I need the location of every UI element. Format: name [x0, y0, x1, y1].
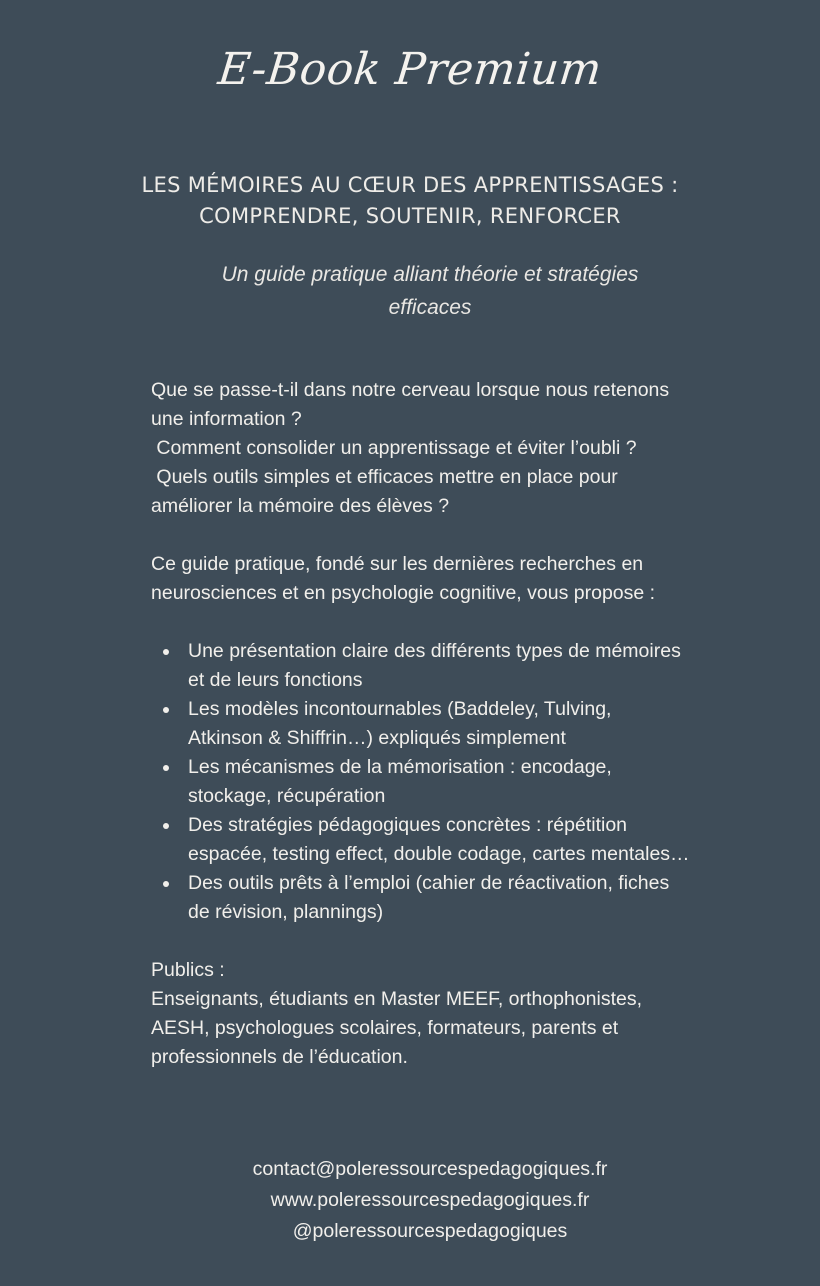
feature-list — [151, 637, 751, 927]
guide-line: Ce guide pratique, fondé sur les dernières recherches en — [151, 553, 644, 575]
intro-line: Comment consolider un apprentissage et éviter l’oubli ? — [151, 437, 637, 459]
list-item — [151, 695, 751, 753]
intro-line: Quels outils simples et efficaces mettre en place pour — [151, 466, 618, 488]
intro-line: améliorer la mémoire des élèves ? — [151, 495, 450, 517]
bullet-icon — [163, 823, 169, 829]
page-title — [0, 170, 820, 232]
audience-line: professionnels de l’éducation. — [151, 1046, 408, 1068]
audience-label: Publics : — [151, 959, 225, 981]
intro-line: Que se passe-t-il dans notre cerveau lorsque nous retenons — [151, 379, 670, 401]
feature-line: de révision, plannings) — [188, 901, 384, 923]
guide-line: neurosciences et en psychologie cognitive, vous propose : — [151, 582, 656, 604]
contact-website: www.poleressourcespedagogiques.fr — [270, 1189, 590, 1211]
description-body — [151, 376, 751, 1072]
list-item — [151, 753, 751, 811]
bullet-icon — [163, 649, 169, 655]
intro-line: une information ? — [151, 408, 302, 430]
bullet-icon — [163, 881, 169, 887]
feature-line: espacée, testing effect, double codage, cartes mentales… — [188, 843, 690, 865]
feature-line: Des outils prêts à l’emploi (cahier de réactivation, fiches — [188, 872, 670, 894]
bullet-icon — [163, 765, 169, 771]
feature-line: Les modèles incontournables (Baddeley, Tulving, — [188, 698, 612, 720]
spacer — [151, 608, 751, 637]
spacer — [151, 521, 751, 550]
feature-line: Des stratégies pédagogiques concrètes : répétition — [188, 814, 628, 836]
spacer — [151, 927, 751, 956]
feature-line: Une présentation claire des différents types de mémoires — [188, 640, 681, 662]
audience-line: AESH, psychologues scolaires, formateurs, parents et — [151, 1017, 619, 1039]
bullet-icon — [163, 707, 169, 713]
feature-line: Les mécanismes de la mémorisation : encodage, — [188, 756, 612, 778]
audience-section — [151, 956, 751, 1072]
title-line-1: LES MÉMOIRES AU CŒUR DES APPRENTISSAGES : — [141, 173, 679, 197]
contact-social-handle: @poleressourcespedagogiques — [292, 1220, 568, 1242]
feature-line: et de leurs fonctions — [188, 669, 363, 691]
subtitle-line-2: efficaces — [388, 296, 472, 319]
list-item — [151, 869, 751, 927]
contact-footer — [0, 1154, 820, 1247]
audience-line: Enseignants, étudiants en Master MEEF, orthophonistes, — [151, 988, 643, 1010]
title-line-2: COMPRENDRE, SOUTENIR, RENFORCER — [199, 204, 621, 228]
list-item — [151, 637, 751, 695]
intro-questions — [151, 376, 751, 521]
subtitle-line-1: Un guide pratique alliant théorie et stratégies — [221, 263, 639, 286]
contact-email: contact@poleressourcespedagogiques.fr — [252, 1158, 608, 1180]
feature-line: stockage, récupération — [188, 785, 386, 807]
guide-intro — [151, 550, 751, 608]
page-subtitle — [0, 258, 820, 324]
feature-line: Atkinson & Shiffrin…) expliqués simplement — [188, 727, 566, 749]
list-item — [151, 811, 751, 869]
brand-title: E-Book Premium — [215, 44, 605, 95]
